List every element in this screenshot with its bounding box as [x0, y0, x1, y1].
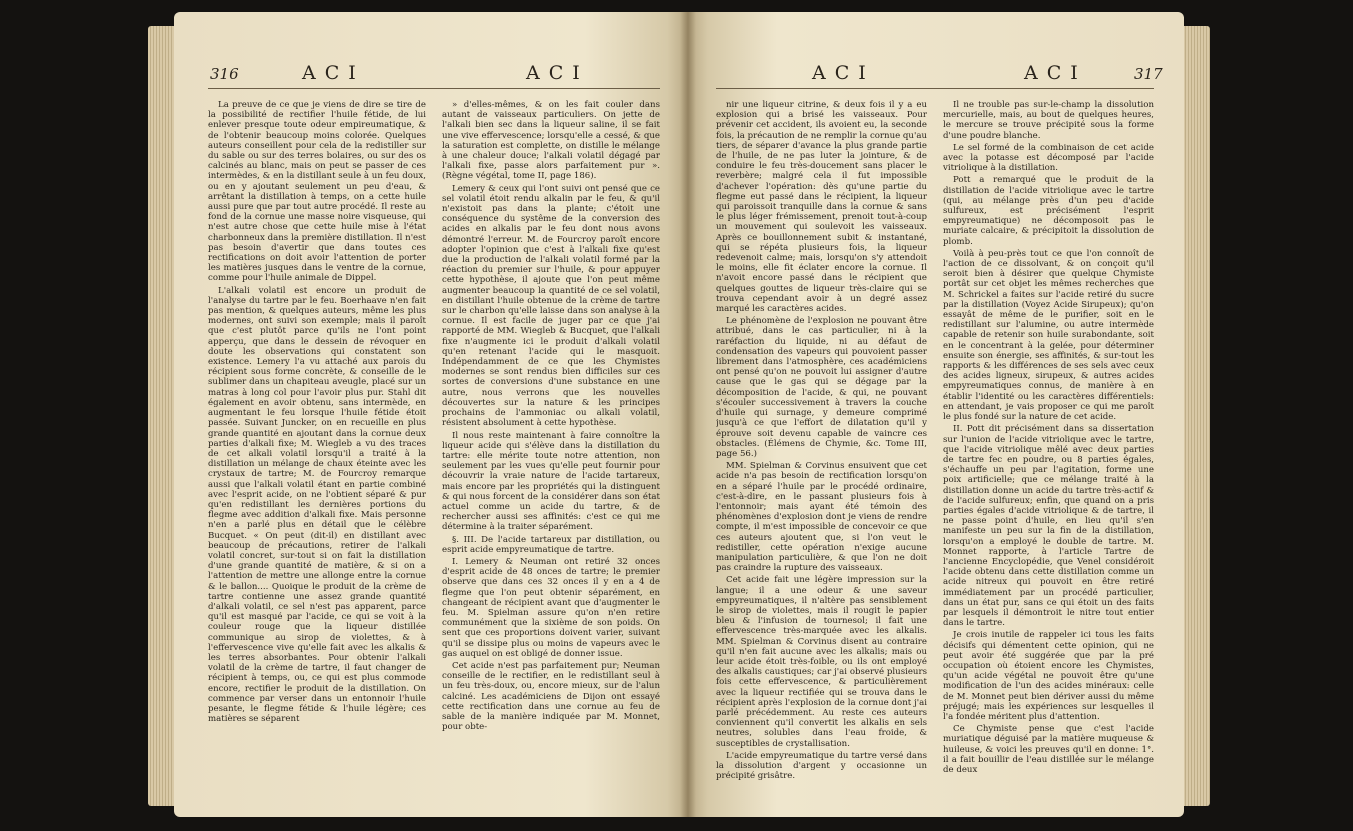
paragraph: La preuve de ce que je viens de dire se tire de la possibilité de rectifier l'huile fétide, de lui enlever presque toute odeur empireumatique, & de l'obtenir beaucoup moins colorée. Quelques auteurs conseillent pour cela de la redistiller sur du sable ou sur des terres bolaires, ou sur des os calcinés au blanc, mais on peut se passer de ces intermèdes, & en la distillant seule à un feu doux, ou en y ajoutant seulement un peu d'eau, & arrêtant la distillation à temps, on a cette huile aussi pure que par tout autre procédé. Il reste au fond de la cornue une masse noire visqueuse, qui n'est autre chose que cette huile mise à l'état charbonneux dans la première distillation. Il n'est pas besoin d'avertir que dans toutes ces rectifications on doit avoir l'attention de porter les matières jusques dans le ventre de la cornue, comme pour l'huile animale de Dippel.	[208, 100, 426, 284]
left-head-rule	[208, 88, 660, 89]
paragraph: I. Lemery & Neuman ont retiré 32 onces d'esprit acide de 48 onces de tartre; le premier observe que dans ces 32 onces il y en a 4 de flegme que l'on peut obtenir séparément, en changeant de récipient avant que d'augmenter le feu. M. Spielman assure qu'on n'en retire communément que la sixième de son poids. On sent que ces proportions doivent varier, suivant qu'il se dissipe plus ou moins de vapeurs avec le gas auquel on est obligé de donner issue.	[442, 556, 660, 659]
left-head-word-1: ACI	[302, 62, 365, 84]
paragraph: Le sel formé de la combinaison de cet acide avec la potasse est décomposé par l'acide vitriolique à la distillation.	[943, 142, 1154, 174]
paragraph: Il nous reste maintenant à faire connoître la liqueur acide qui s'élève dans la distillation du tartre: elle mérite toute notre attention, non seulement par les vues qu'elle peut fournir pour découvrir la vraie nature de l'acide tartareux, mais encore par les propriétés qui la distinguent & qui nous forcent de la considérer dans son état actuel comme un acide du tartre, & de rechercher aussi ses affinités: c'est ce qui me détermine à la traiter séparément.	[442, 430, 660, 533]
paragraph: Je crois inutile de rappeler ici tous les faits décisifs qui démentent cette opinion, qui ne peut avoir été suggérée que par la pré occupation où étoient encore les Chymistes, qu'un acide végétal ne pouvoit être qu'une modification de l'un des acides minéraux: celle de M. Monnet peut bien dériver aussi du même préjugé; mais les expériences sur lesquelles il l'a fondée méritent plus d'attention.	[943, 630, 1154, 722]
right-page-number: 317	[1134, 65, 1163, 83]
paragraph: L'acide empyreumatique du tartre versé dans la dissolution d'argent y occasionne un précipité grisâtre.	[716, 750, 927, 782]
right-page-edges	[1180, 26, 1210, 806]
paragraph: Lemery & ceux qui l'ont suivi ont pensé que ce sel volatil étoit rendu alkalin par le feu, & qu'il n'existoit pas dans la plante; c'étoit une conséquence du systême de la conversion des acides en alkalis par le feu dont nous avons démontré l'erreur. M. de Fourcroy paroît encore adopter l'opinion que c'est à l'alkali fixe qu'est due la production de l'alkali volatil formé par la réaction du premier sur l'huile, & pour appuyer cette hypothèse, il ajoute que l'on peut même augmenter beaucoup la quantité de ce sel volatil, en distillant l'huile obtenue de la crème de tartre sur le charbon qu'elle laisse dans son analyse à la cornue. Il est facile de juger par ce que j'ai rapporté de MM. Wiegleb & Bucquet, que l'alkali fixe n'augmente ici le produit d'alkali volatil qu'en retenant l'acide qui le masquoit. Indépendamment de ce que les Chymistes modernes se sont rendus bien difficiles sur ces sortes de conversions d'une substance en une autre, nous verrons que les nouvelles découvertes sur la nature & les principes prochains de l'ammoniac ou alkali volatil, résistent absolument à cette hypothèse.	[442, 183, 660, 429]
paragraph: MM. Spielman & Corvinus ensuivent que cet acide n'a pas besoin de rectification lorsqu'on en a séparé l'huile par le procédé ordinaire, c'est-à-dire, en le passant plusieurs fois à l'entonnoir; mais ayant été témoin des phénomènes d'explosion dont je viens de rendre compte, il m'est impossible de concevoir ce que ces auteurs ajoutent que, si l'on veut le redistiller, cette opération n'exige aucune manipulation particulière, & que l'on ne doit pas craindre la rupture des vaisseaux.	[716, 461, 927, 574]
left-page	[174, 12, 688, 817]
paragraph: Pott a remarqué que le produit de la distillation de l'acide vitriolique avec le tartre (qui, au mélange près d'un peu d'acide sulfureux, est précisément l'esprit empyreumatique) ne décomposoit pas le muriate calcaire, & précipitoit la dissolution de plomb.	[943, 175, 1154, 247]
paragraph: Le phénomène de l'explosion ne pouvant être attribué, dans le cas particulier, ni à la raréfaction du liquide, ni au défaut de condensation des vapeurs qui pouvoient passer librement dans l'atmosphère, ces académiciens ont pensé qu'on ne pouvoit lui assigner d'autre cause que le gas qui se dégage par la décomposition de l'acide, & qui, ne pouvant s'écouler successivement à travers la couche d'huile qui surnage, y demeure comprimé jusqu'à ce que l'effort de dilatation qu'il y éprouve soit devenu capable de vaincre ces obstacles. (Élémens de Chymie, &c. Tome III, page 56.)	[716, 316, 927, 459]
right-column-1	[716, 100, 927, 790]
right-head-word-2: ACI	[1024, 62, 1087, 84]
left-column-2	[442, 100, 660, 790]
paragraph: Cet acide n'est pas parfaitement pur; Neuman conseille de le rectifier, en le redistillant seul à un feu très-doux, ou, encore mieux, sur de l'alun calciné. Les académiciens de Dijon ont essayé cette rectification dans une cornue au feu de sable de la manière indiquée par M. Monnet, pour obte-	[442, 660, 660, 733]
left-columns	[208, 100, 660, 790]
left-head-word-2: ACI	[526, 62, 589, 84]
right-page	[688, 12, 1184, 817]
paragraph: Il ne trouble pas sur-le-champ la dissolution mercurielle, mais, au bout de quelques heures, le mercure se trouve précipité sous la forme d'une poudre blanche.	[943, 100, 1154, 141]
paragraph: Ce Chymiste pense que c'est l'acide muriatique déguisé par la matière muqueuse & huileuse, & voici les preuves qu'il en donne: 1°. il a fait bouillir de l'eau distillée sur le mélange de deux	[943, 724, 1154, 775]
paragraph: » d'elles-mêmes, & on les fait couler dans autant de vaisseaux particuliers. On jette de l'alkali bien sec dans la liqueur saline, il se fait une vive effervescence; lorsqu'elle a cessé, & que la saturation est complette, on distille le mélange à une chaleur douce; l'alkali volatil dégagé par l'alkali fixe, passe alors parfaitement pur ». (Règne végétal, tome II, page 186).	[442, 100, 660, 182]
left-page-number: 316	[210, 65, 239, 83]
paragraph: II. Pott dit précisément dans sa dissertation sur l'union de l'acide vitriolique avec le tartre, que l'acide vitriolique mêlé avec deux parties de tartre fec en poudre, ou 8 parties égales, s'échauffe un peu par l'agitation, forme une poix artificielle; que ce mélange traité à la distillation donne un acide du tartre très-actif & de l'acide sulfureux; enfin, que quand on a pris parties égales d'acide vitriolique & de tartre, il ne passe point d'huile, en lieu qu'il s'en manifeste un peu sur la fin de la distillation, lorsqu'on a employé le double de tartre. M. Monnet rapporte, à l'article Tartre de l'ancienne Encyclopédie, que Venel considéroit l'acide obtenu dans cette distillation comme un acide nitreux qui pouvoit en être retiré immédiatement par un procédé particulier, dans un état pur, sans ce qui étoit un des faits par lesquels il démontroit le nitre tout entier dans le tartre.	[943, 424, 1154, 629]
right-columns	[716, 100, 1154, 790]
right-head-rule	[716, 88, 1154, 89]
book-spread	[148, 12, 1210, 817]
paragraph: Voilà à peu-près tout ce que l'on connoît de l'action de ce dissolvant, & on conçoit qu'il seroit bien à désirer que quelque Chymiste portât sur cet objet les mêmes recherches que M. Schrickel a faites sur l'acide retiré du sucre par la distillation (Voyez Acide Sirupeux); qu'on essayât de même de le purifier, soit en le redistillant sur l'alumine, ou autre intermède capable de retenir son huile surabondante, soit en le concentrant à la gelée, pour déterminer ensuite son énergie, ses affinités, & sur-tout les rapports & les différences de ses sels avec ceux des acides ligneux, sirupeux, & autres acides empyreumatiques connus, de manière à en établir l'identité ou les caractères différentiels: en attendant, je vais proposer ce qui me paroît le plus fondé sur la nature de cet acide.	[943, 248, 1154, 423]
book-gutter	[680, 12, 696, 817]
paragraph: nir une liqueur citrine, & deux fois il y a eu explosion qui a brisé les vaisseaux. Pour prévenir cet accident, ils avoient eu, la seconde fois, la précaution de ne remplir la cornue qu'au tiers, de séparer d'avance la plus grande partie de l'huile, de ne pas luter la jointure, & de conduire le feu très-doucement sans placer le reverbère; malgré cela il fut impossible d'achever l'opération: dès qu'une partie du flegme eut passé dans le récipient, la liqueur qui paroissoit tranquille dans la cornue & sans le plus léger frémissement, prenoit tout-à-coup un mouvement qui soulevoit les vaisseaux. Après ce bouillonnement subit & instantané, qui se répéta plusieurs fois, la liqueur redevenoit calme; mais, lorsqu'on s'y attendoit le moins, elle fit éclater encore la cornue. Il n'avoit encore passé dans le récipient que quelques gouttes de liqueur très-claire qui se trouva cependant avoir à un degré assez marqué les caractères acides.	[716, 100, 927, 315]
paragraph: Cet acide fait une légère impression sur la langue; il a une odeur & une saveur empyreumatiques, il n'altère pas sensiblement le sirop de violettes, mais il rougit le papier bleu & l'infusion de tournesol; il fait une effervescence très-marquée avec les alkalis. MM. Spielman & Corvinus disent au contraire qu'il n'en fait aucune avec les alkalis; mais ou leur acide étoit très-foible, ou ils ont employé des alkalis caustiques; car j'ai observé plusieurs fois cette effervescence, & particulièrement avec la liqueur rectifiée qui se trouva dans le récipient après l'explosion de la cornue dont j'ai parlé précédemment. Au reste ces auteurs conviennent qu'il convertit les alkalis en sels neutres, solubles dans l'eau froide, & susceptibles de crystallisation.	[716, 575, 927, 749]
left-column-1	[208, 100, 426, 790]
right-column-2	[943, 100, 1154, 790]
right-head-word-1: ACI	[812, 62, 875, 84]
paragraph: L'alkali volatil est encore un produit de l'analyse du tartre par le feu. Boerhaave n'en fait pas mention, & quelques auteurs, même les plus modernes, ont suivi son exemple; mais il paroît que c'est plutôt parce qu'ils ne l'ont point apperçu, que dans le dessein de révoquer en doute les observations qui constatent son existence. Lemery l'a vu attaché aux parois du récipient sous forme concrète, & conseille de le sublimer dans un chapiteau aveugle, placé sur un matras à long col pour l'avoir plus pur. Stahl dit également en avoir obtenu, sans intermède, en augmentant le feu lorsque l'huile fétide étoit passée. Suivant Juncker, on en recueille en plus grande quantité en ajoutant dans la cornue deux parties d'alkali fixe; M. Wiegleb a vu des traces de cet alkali volatil lorsqu'il a traité à la distillation un mélange de chaux éteinte avec les crystaux de tartre; M. de Fourcroy remarque aussi que l'alkali volatil étant en partie combiné avec l'esprit acide, on ne l'obtient séparé & pur qu'en redistillant les dernières portions du flegme avec addition d'alkali fixe. Mais personne n'en a parlé plus en détail que le célèbre Bucquet. « On peut (dit-il) en distillant avec beaucoup de précautions, retirer de l'alkali volatil concret, sur-tout si on fait la distillation d'une grande quantité de matière, & si on a l'attention de mettre une allonge entre la cornue & le ballon.... Quoique le produit de la crème de tartre contienne une assez grande quantité d'alkali volatil, ce sel n'est pas apparent, parce qu'il est masqué par l'acide, ce qui se voit à la couleur rouge que la liqueur distillée communique au sirop de violettes, & à l'effervescence vive qu'elle fait avec les alkalis & les terres absorbantes. Pour obtenir l'alkali volatil de la crème de tartre, il faut changer de récipient à temps, ou, ce qui est plus commode encore, rectifier le produit de la distillation. On commence par verser dans un entonnoir l'huile pesante, le flegme fétide & l'huile légère; ces matières se séparent	[208, 285, 426, 725]
paragraph: §. III. De l'acide tartareux par distillation, ou esprit acide empyreumatique de tartre.	[442, 534, 660, 555]
